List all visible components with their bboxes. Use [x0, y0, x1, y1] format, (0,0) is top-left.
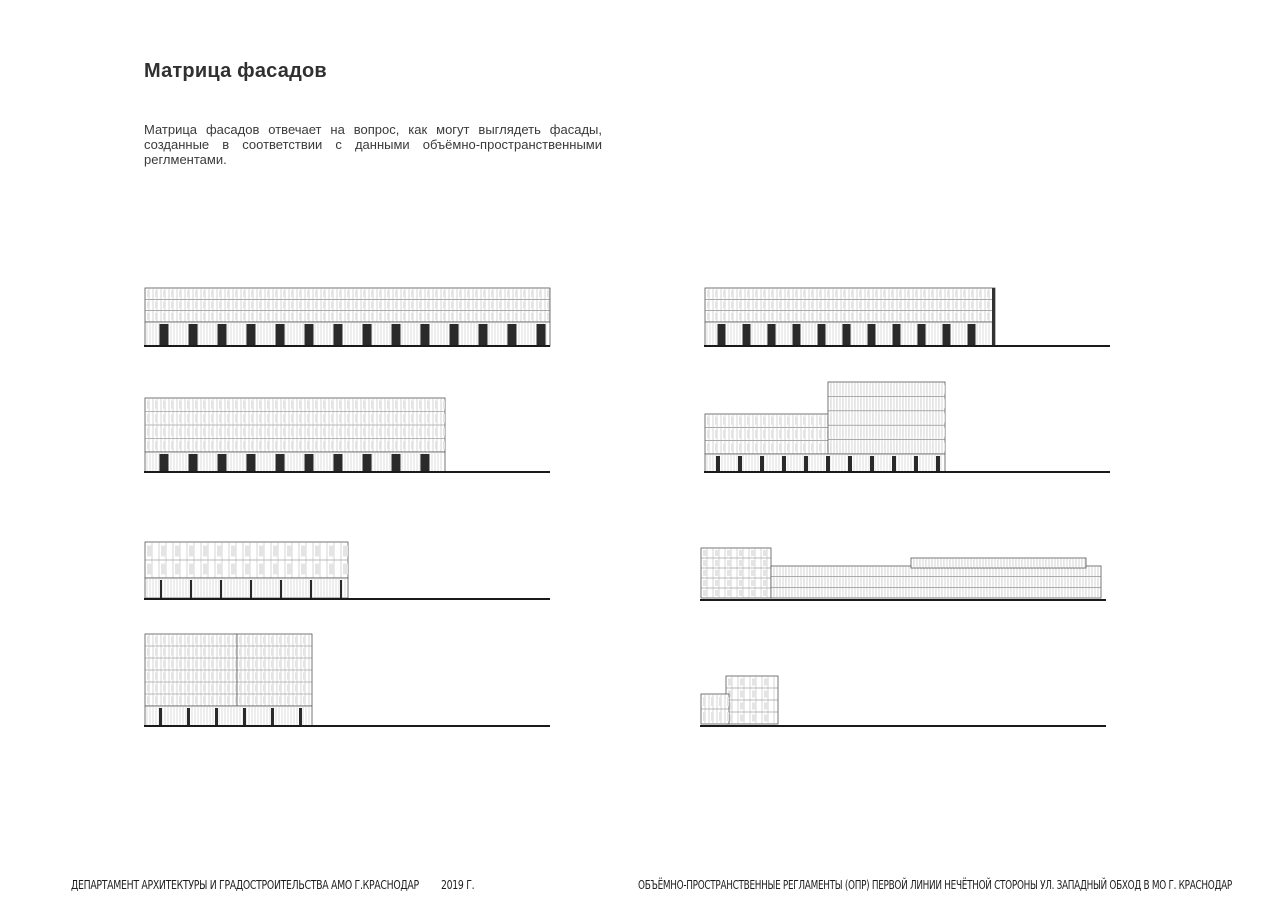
intro-paragraph: Матрица фасадов отвечает на вопрос, как могут выглядеть фасады, созданные в соответствии с данными объёмно-пространственными реглментами. — [144, 122, 602, 167]
footer-year: 2019 Г. — [441, 878, 475, 892]
facade-elevation-3 — [140, 538, 555, 604]
page-title: Матрица фасадов — [144, 60, 327, 82]
facade-elevation-5 — [700, 282, 1115, 352]
facade-elevation-8 — [696, 672, 1111, 732]
footer-document-title: ОБЪЁМНО-ПРОСТРАНСТВЕННЫЕ РЕГЛАМЕНТЫ (ОПР) ПЕРВОЙ ЛИНИИ НЕЧЁТНОЙ СТОРОНЫ УЛ. ЗАПАДНЫЙ ОБХОД В МО Г. КРАСНОДАР — [638, 878, 1232, 892]
facade-elevation-2 — [140, 392, 555, 477]
facade-elevation-1 — [140, 282, 555, 352]
facade-elevation-7 — [696, 544, 1111, 604]
footer-department: ДЕПАРТАМЕНТ АРХИТЕКТУРЫ И ГРАДОСТРОИТЕЛЬСТВА АМО Г.КРАСНОДАР — [71, 878, 419, 892]
facade-elevation-6 — [700, 378, 1115, 478]
facade-elevation-4 — [140, 630, 555, 730]
